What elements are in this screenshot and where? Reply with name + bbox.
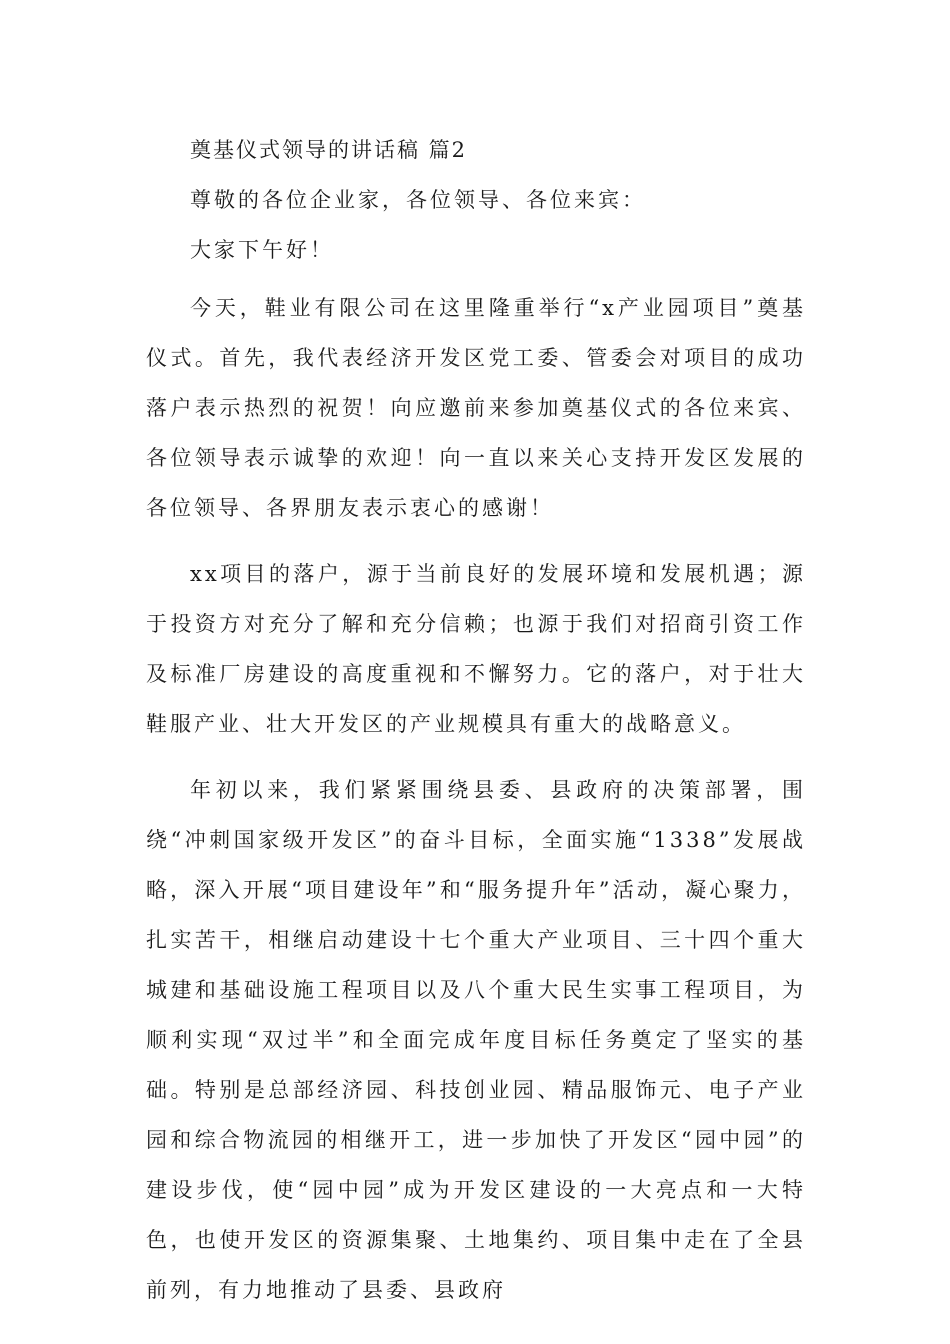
salutation: 尊敬的各位企业家，各位领导、各位来宾： [190,188,646,212]
greeting: 大家下午好！ [190,238,334,262]
paragraph-opening: 今天，鞋业有限公司在这里隆重举行“x产业园项目”奠基仪式。首先，我代表经济开发区党工委、管委会对项目的成功落户表示热烈的祝贺！向应邀前来参加奠基仪式的各位来宾、各位领导表示诚挚的欢迎！向一直以来关心支持开发区发展的各位领导、各界朋友表示衷心的感谢！ [146,296,806,520]
document-title: 奠基仪式领导的讲话稿 篇2 [190,138,468,162]
paragraph-progress: 年初以来，我们紧紧围绕县委、县政府的决策部署，围绕“冲刺国家级开发区”的奋斗目标，全面实施“1338”发展战略，深入开展“项目建设年”和“服务提升年”活动，凝心聚力，扎实苦干，相继启动建设十七个重大产业项目、三十四个重大城建和基础设施工程项目以及八个重大民生实事工程项目，为顺利实现“双过半”和全面完成年度目标任务奠定了坚实的基础。特别是总部经济园、科技创业园、精品服饰元、电子产业园和综合物流园的相继开工，进一步加快了开发区“园中园”的建设步伐，使“园中园”成为开发区建设的一大亮点和一大特色，也使开发区的资源集聚、土地集约、项目集中走在了全县前列，有力地推动了县委、县政府 [146,778,806,1302]
paragraph-project: xx项目的落户，源于当前良好的发展环境和发展机遇；源于投资方对充分了解和充分信赖；也源于我们对招商引资工作及标准厂房建设的高度重视和不懈努力。它的落户，对于壮大鞋服产业、壮大开发区的产业规模具有重大的战略意义。 [146,562,806,736]
document-body [146,133,806,1331]
